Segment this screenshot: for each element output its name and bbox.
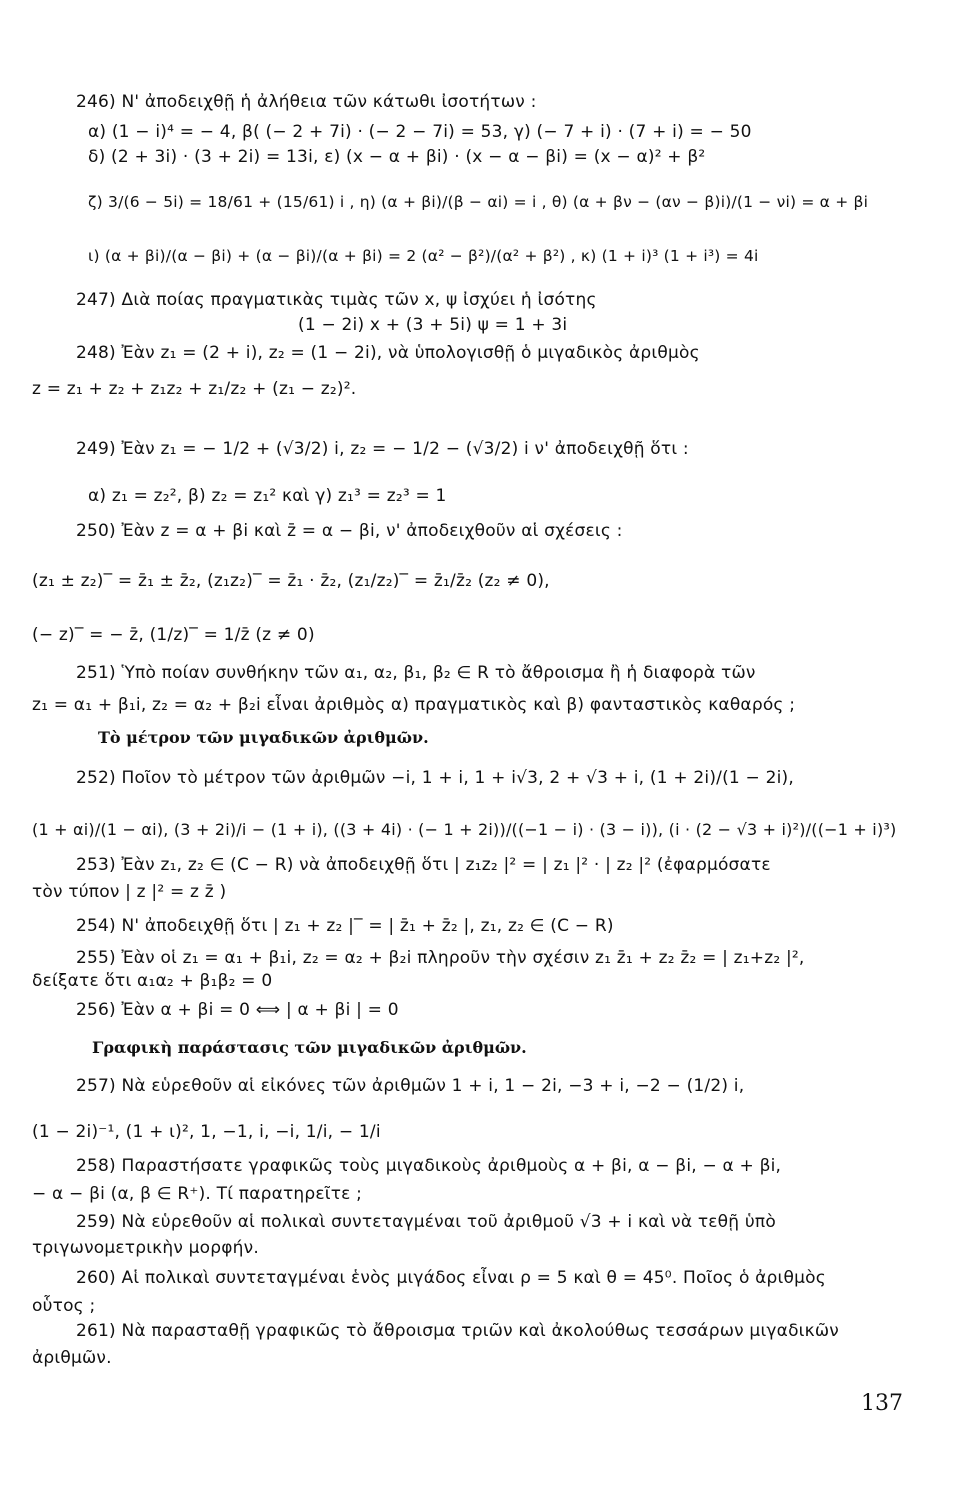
problem-256: 256) Ἐὰν α + βi = 0 ⟺ | α + βi | = 0: [76, 1000, 399, 1020]
problem-247-equation: (1 − 2i) x + (3 + 5i) ψ = 1 + 3i: [298, 315, 568, 335]
problem-253-heading: 253) Ἐὰν z₁, z₂ ∈ (C − R) νὰ ἀποδειχθῇ ὅτι | z₁z₂ |² = | z₁ |² · | z₂ |² (ἐφαρμόσατε: [76, 855, 771, 875]
problem-251-continued: z₁ = α₁ + β₁i, z₂ = α₂ + β₂i εἶναι ἀριθμὸς α) πραγματικὸς καὶ β) φανταστικὸς καθαρός ;: [32, 695, 796, 715]
problem-261-continued: ἀριθμῶν.: [32, 1348, 112, 1368]
problem-261-heading: 261) Νὰ παρασταθῇ γραφικῶς τὸ ἄθροισμα τριῶν καὶ ἀκολούθως τεσσάρων μιγαδικῶν: [76, 1321, 839, 1341]
problem-253-continued: τὸν τύπον | z |² = z z̄ ): [32, 882, 227, 902]
problem-246-items-i-k: ι) (α + βi)/(α − βi) + (α − βi)/(α + βi) = 2 (α² − β²)/(α² + β²) , κ) (1 + i)³ (1 + i³) = 4i: [88, 247, 759, 265]
page-number: 137: [861, 1391, 903, 1416]
problem-246-items-a-c: α) (1 − i)⁴ = − 4, β( (− 2 + 7i) · (− 2 − 7i) = 53, γ) (− 7 + i) · (7 + i) = − 50: [88, 122, 752, 142]
problem-257-heading: 257) Νὰ εὑρεθοῦν αἱ εἰκόνες τῶν ἀριθμῶν 1 + i, 1 − 2i, −3 + i, −2 − (1/2) i,: [76, 1076, 745, 1096]
problem-248-heading: 248) Ἐὰν z₁ = (2 + i), z₂ = (1 − 2i), νὰ ὑπολογισθῇ ὁ μιγαδικὸς ἀριθμὸς: [76, 343, 700, 363]
problem-258-continued: − α − βi (α, β ∈ R⁺). Τί παρατηρεῖτε ;: [32, 1184, 363, 1204]
problem-250-relations-1: (z₁ ± z₂)‾ = z̄₁ ± z̄₂, (z₁z₂)‾ = z̄₁ · z̄₂, (z₁/z₂)‾ = z̄₁/z̄₂ (z₂ ≠ 0),: [32, 571, 550, 591]
problem-246-items-d-e: δ) (2 + 3i) · (3 + 2i) = 13i, ε) (x − α + βi) · (x − α − βi) = (x − α)² + β²: [88, 147, 706, 167]
problem-255-heading: 255) Ἐὰν οἱ z₁ = α₁ + β₁i, z₂ = α₂ + β₂i πληροῦν τὴν σχέσιν z₁ z̄₁ + z₂ z̄₂ = | z₁+z₂ |²,: [76, 948, 805, 968]
problem-258-heading: 258) Παραστήσατε γραφικῶς τοὺς μιγαδικοὺς ἀριθμοὺς α + βi, α − βi, − α + βi,: [76, 1156, 782, 1176]
problem-259-continued: τριγωνομετρικὴν μορφήν.: [32, 1238, 259, 1258]
problem-254: 254) Ν' ἀποδειχθῇ ὅτι | z₁ + z₂ |‾ = | z̄₁ + z̄₂ |, z₁, z₂ ∈ (C − R): [76, 916, 614, 936]
problem-257-continued: (1 − 2i)⁻¹, (1 + ι)², 1, −1, i, −i, 1/i, − 1/i: [32, 1122, 381, 1142]
problem-249-items: α) z₁ = z₂², β) z₂ = z₁² καὶ γ) z₁³ = z₂³ = 1: [88, 486, 447, 506]
problem-259-heading: 259) Νὰ εὑρεθοῦν αἱ πολικαὶ συντεταγμέναι τοῦ ἀριθμοῦ √3 + i καὶ νὰ τεθῇ ὑπὸ: [76, 1212, 776, 1232]
problem-246-heading: 246) Ν' ἀποδειχθῇ ἡ ἀλήθεια τῶν κάτωθι ἰσοτήτων :: [76, 92, 537, 112]
problem-260-continued: οὗτος ;: [32, 1296, 96, 1316]
problem-251-heading: 251) Ὑπὸ ποίαν συνθήκην τῶν α₁, α₂, β₁, β₂ ∈ R τὸ ἄθροισμα ἢ ἡ διαφορὰ τῶν: [76, 663, 756, 683]
problem-260-heading: 260) Αἱ πολικαὶ συντεταγμέναι ἑνὸς μιγάδος εἶναι ρ = 5 καὶ θ = 45⁰. Ποῖος ὁ ἀριθμὸς: [76, 1268, 826, 1288]
problem-247-heading: 247) Διὰ ποίας πραγματικὰς τιμὰς τῶν x, ψ ἰσχύει ἡ ἰσότης: [76, 290, 597, 310]
problem-250-relations-2: (− z)‾ = − z̄, (1/z)‾ = 1/z̄ (z ≠ 0): [32, 625, 315, 645]
section-title-graphical: Γραφικὴ παράστασις τῶν μιγαδικῶν ἀριθμῶν.: [92, 1038, 527, 1057]
problem-246-items-z-th: ζ) 3/(6 − 5i) = 18/61 + (15/61) i , η) (α + βi)/(β − αi) = i , θ) (α + βν − (αν − β)i)/(1 − νi) = α + βi: [88, 193, 869, 211]
problem-252-continued: (1 + αi)/(1 − αi), (3 + 2i)/i − (1 + i), ((3 + 4i) · (− 1 + 2i))/((−1 − i) · (3 − i)), (i · (2 − √3 + i)²)/((−1 + i)³): [32, 820, 897, 839]
problem-255-continued: δείξατε ὅτι α₁α₂ + β₁β₂ = 0: [32, 971, 273, 991]
section-title-modulus: Τὸ μέτρον τῶν μιγαδικῶν ἀριθμῶν.: [98, 728, 429, 747]
problem-250-heading: 250) Ἐὰν z = α + βi καὶ z̄ = α − βi, ν' ἀποδειχθοῦν αἱ σχέσεις :: [76, 521, 623, 541]
problem-249-heading: 249) Ἐὰν z₁ = − 1/2 + (√3/2) i, z₂ = − 1/2 − (√3/2) i ν' ἀποδειχθῇ ὅτι :: [76, 439, 689, 459]
problem-248-expression: z = z₁ + z₂ + z₁z₂ + z₁/z₂ + (z₁ − z₂)².: [32, 379, 357, 399]
problem-252-heading: 252) Ποῖον τὸ μέτρον τῶν ἀριθμῶν −i, 1 + i, 1 + i√3, 2 + √3 + i, (1 + 2i)/(1 − 2i),: [76, 768, 794, 788]
